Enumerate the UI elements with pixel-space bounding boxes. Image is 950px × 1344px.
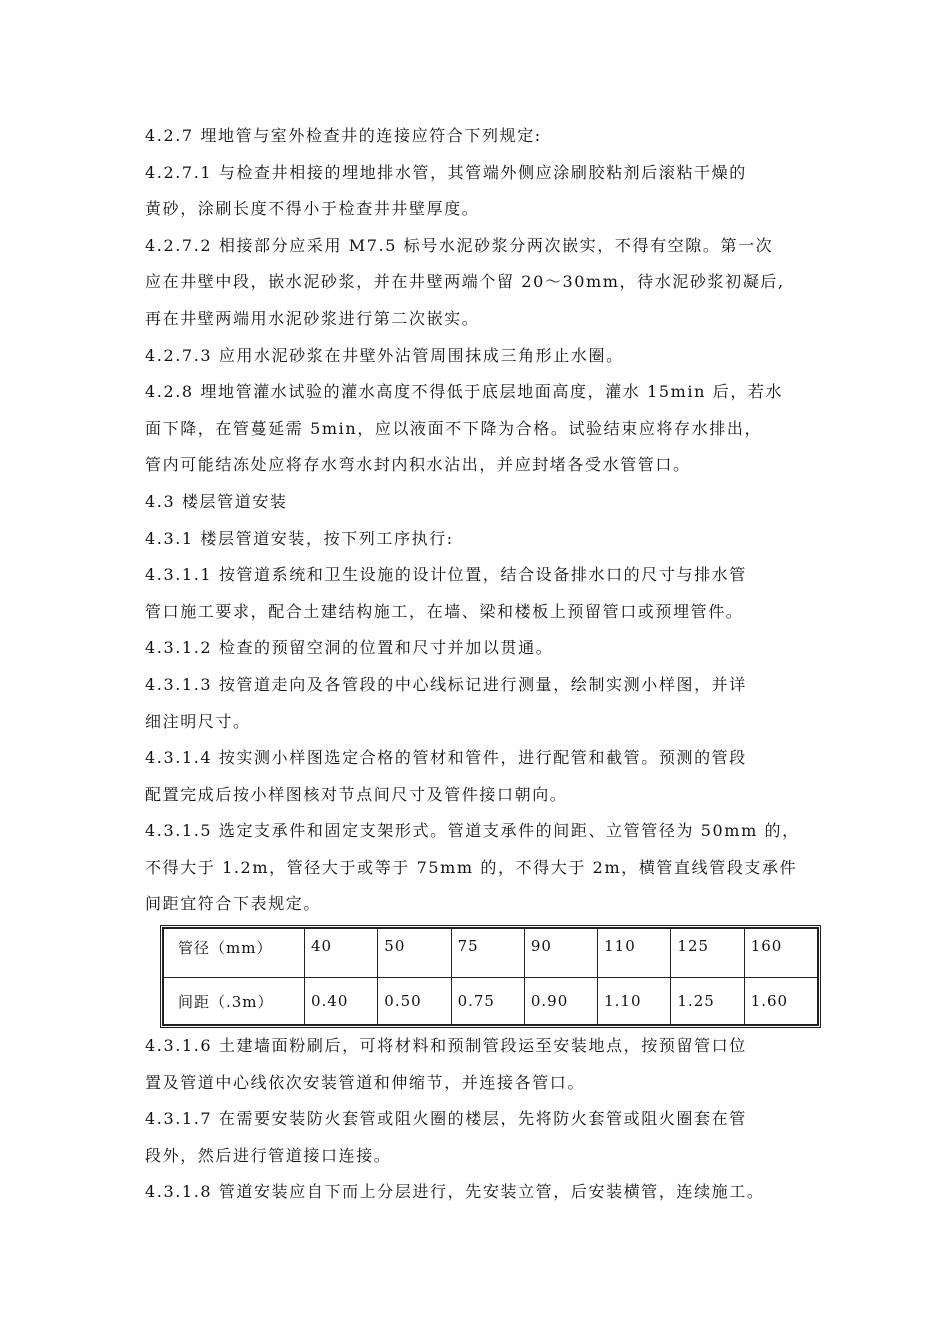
- text-line: 4.3.1.5 选定支承件和固定支架形式。管道支承件的间距、立管管径为 50mm 的，: [145, 821, 800, 841]
- text-line: 管口施工要求，配合土建结构施工，在墙、梁和楼板上预留管口或预埋管件。: [145, 601, 744, 621]
- table-row-diameter: [164, 929, 818, 978]
- text-line: 4.2.8 埋地管灌水试验的灌水高度不得低于底层地面高度，灌水 15min 后，若水: [145, 382, 784, 402]
- table-cell-spacing: 0.90: [524, 978, 597, 1025]
- table-cell-diameter: 75: [451, 929, 524, 978]
- table-row-spacing: [164, 978, 818, 1025]
- text-line: 4.2.7.1 与检查井相接的埋地排水管，其管端外侧应涂刷胶粘剂后滚粘干燥的: [145, 162, 747, 182]
- table-cell-diameter: 50: [378, 929, 451, 978]
- text-line: 4.3 楼层管道安装: [145, 491, 288, 511]
- text-line: 4.3.1.3 按管道走向及各管段的中心线标记进行测量，绘制实测小样图，并详: [145, 674, 747, 694]
- table-cell-spacing: 0.40: [305, 978, 378, 1025]
- text-line: 黄砂，涂刷长度不得小于检查井井壁厚度。: [145, 199, 480, 219]
- text-line: 应在井壁中段，嵌水泥砂浆，并在井壁两端个留 20～30mm，待水泥砂浆初凝后,: [145, 272, 785, 292]
- text-line: 配置完成后按小样图核对节点间尺寸及管件接口朝向。: [145, 784, 568, 804]
- text-line: 4.2.7.3 应用水泥砂浆在井壁外沾管周围抹成三角形止水圈。: [145, 345, 624, 365]
- text-line: 4.3.1.2 检查的预留空洞的位置和尺寸并加以贯通。: [145, 638, 554, 658]
- table-header-diameter: 管径（mm）: [164, 929, 305, 978]
- text-line: 管内可能结冻处应将存水弯水封内积水沾出，并应封堵各受水管管口。: [145, 455, 691, 475]
- table-cell-diameter: 40: [305, 929, 378, 978]
- table-cell-spacing: 0.75: [451, 978, 524, 1025]
- table-cell-spacing: 1.10: [598, 978, 671, 1025]
- paragraphs-after-table: [145, 1028, 835, 1211]
- pipe-spacing-table-frame: [160, 925, 821, 1028]
- text-line: 段外，然后进行管道接口连接。: [145, 1145, 392, 1165]
- text-line: 细注明尺寸。: [145, 711, 251, 731]
- text-line: 置及管道中心线依次安装管道和伸缩节，并连接各管口。: [145, 1072, 586, 1092]
- text-line: 再在井壁两端用水泥砂浆进行第二次嵌实。: [145, 308, 480, 328]
- table-cell-spacing: 1.25: [671, 978, 744, 1025]
- text-line: 不得大于 1.2m，管径大于或等于 75mm 的，不得大于 2m，横管直线管段支承件: [145, 857, 798, 877]
- text-line: 面下降，在管蔓延需 5min，应以液面不下降为合格。试验结束应将存水排出，: [145, 418, 763, 438]
- text-line: 4.3.1.8 管道安装应自下而上分层进行，先安装立管，后安装横管，连续施工。: [145, 1182, 765, 1202]
- table-cell-diameter: 90: [524, 929, 597, 978]
- pipe-spacing-table: [163, 928, 818, 1025]
- table-cell-spacing: 1.60: [744, 978, 817, 1025]
- table-cell-diameter: 110: [598, 929, 671, 978]
- table-header-spacing: 间距（.3m）: [164, 978, 305, 1025]
- document-body: [145, 118, 835, 1211]
- table-cell-spacing: 0.50: [378, 978, 451, 1025]
- text-line: 间距宜符合下表规定。: [145, 894, 322, 914]
- text-line: 4.3.1.1 按管道系统和卫生设施的设计位置，结合设备排水口的尺寸与排水管: [145, 565, 747, 585]
- table-cell-diameter: 125: [671, 929, 744, 978]
- text-line: 4.2.7.2 相接部分应采用 M7.5 标号水泥砂浆分两次嵌实，不得有空隙。第一次: [145, 235, 774, 255]
- paragraphs-before-table: [145, 118, 835, 923]
- text-line: 4.3.1.4 按实测小样图选定合格的管材和管件，进行配管和截管。预测的管段: [145, 748, 747, 768]
- table-cell-diameter: 160: [744, 929, 817, 978]
- text-line: 4.3.1 楼层管道安装，按下列工序执行:: [145, 528, 454, 548]
- text-line: 4.2.7 埋地管与室外检查井的连接应符合下列规定:: [145, 126, 542, 145]
- text-line: 4.3.1.6 土建墙面粉刷后，可将材料和预制管段运至安装地点，按预留管口位: [145, 1036, 747, 1056]
- text-line: 4.3.1.7 在需要安装防火套管或阻火圈的楼层，先将防火套管或阻火圈套在管: [145, 1109, 747, 1129]
